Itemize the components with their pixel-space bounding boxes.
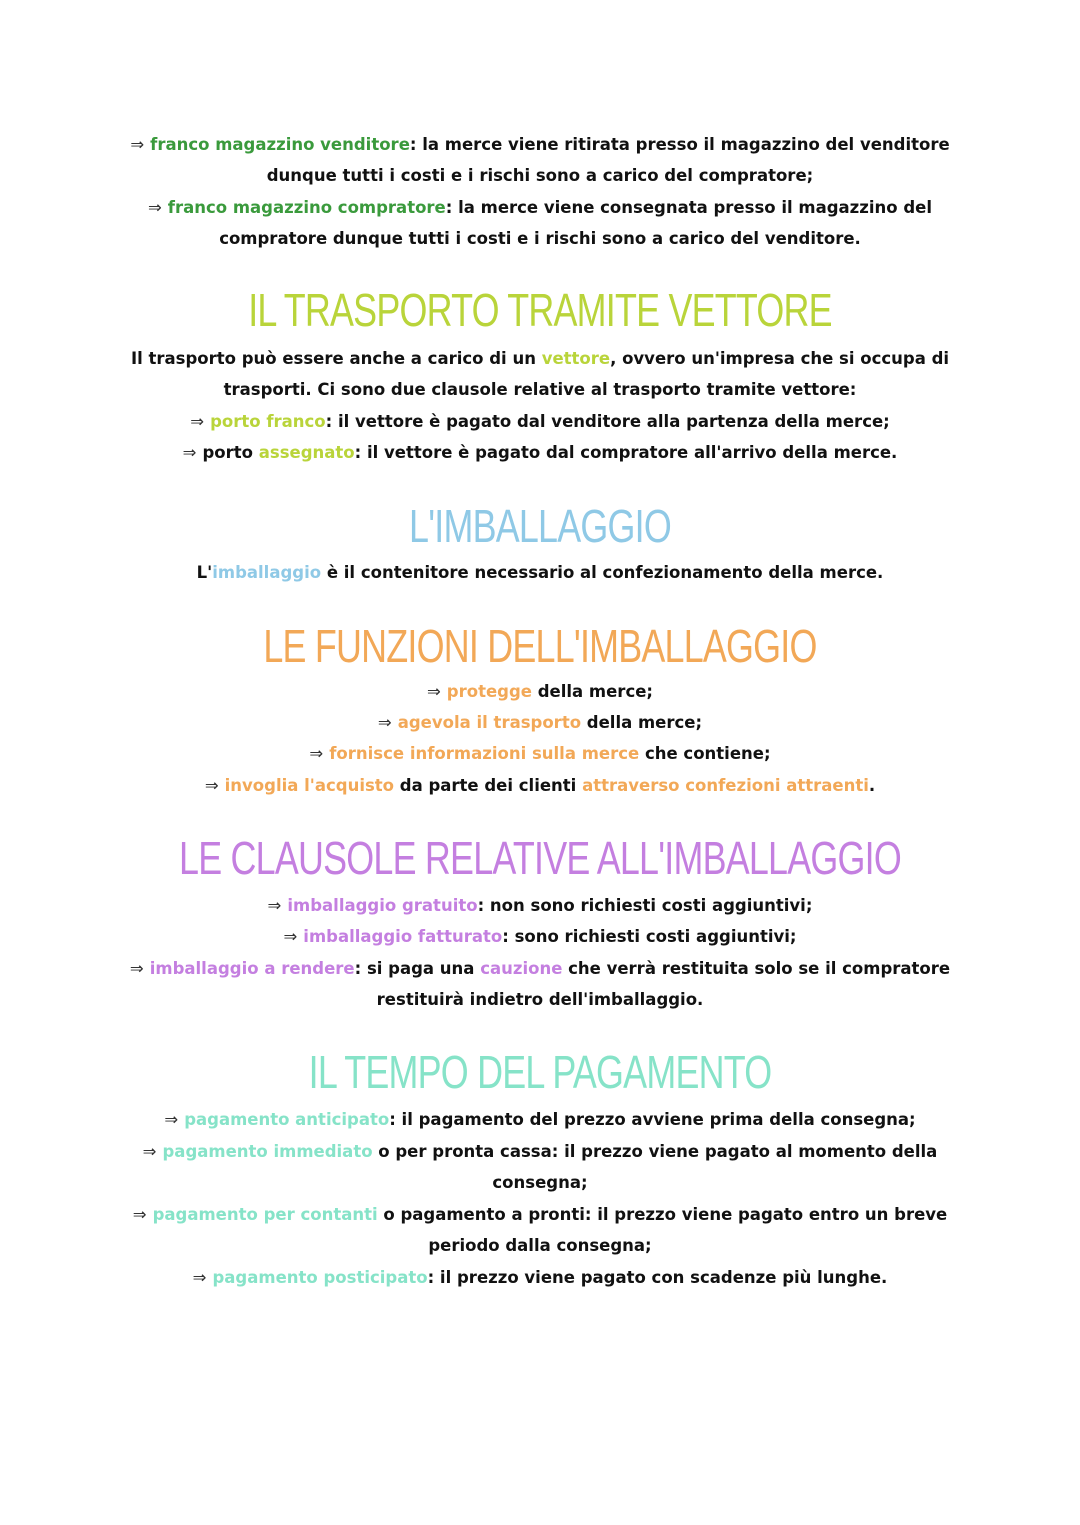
term-agevola: agevola il trasporto [397,713,582,732]
arrow-icon: ⇒ [130,135,145,154]
term-fornisce: fornisce informazioni sulla merce [329,744,640,763]
term-cauzione: cauzione [480,959,563,978]
clausola-rendere-line: ⇒ imballaggio a rendere: si paga una cauzione che verrà restituita solo se il compratore [129,959,951,978]
pagamento-contanti-line: ⇒ pagamento per contanti o pagamento a pronti: il prezzo viene pagato entro un breve [132,1205,948,1224]
clausola-gratuito-line: ⇒ imballaggio gratuito: non sono richiesti costi aggiuntivi; [267,896,813,915]
clausola-rendere-cont: restituirà indietro dell'imballaggio. [376,990,704,1009]
term-invoglia: invoglia l'acquisto [224,776,395,795]
term-contanti: pagamento per contanti [152,1205,378,1224]
term-assegnato: assegnato [258,443,355,462]
arrow-icon: ⇒ [132,1205,147,1224]
heading-pagamento: IL TEMPO DEL PAGAMENTO [308,1046,772,1098]
term-vettore: vettore [541,349,611,368]
funzione-agevola-line: ⇒ agevola il trasporto della merce; [377,713,703,732]
clausola-fatturato-line: ⇒ imballaggio fatturato: sono richiesti costi aggiuntivi; [283,927,797,946]
arrow-icon: ⇒ [309,744,324,763]
term-fatturato: imballaggio fatturato [303,927,503,946]
arrow-icon: ⇒ [129,959,144,978]
funzione-protegge-line: ⇒ protegge della merce; [426,682,654,701]
term-immediato: pagamento immediato [162,1142,373,1161]
imballaggio-def-line: L'imballaggio è il contenitore necessario al confezionamento della merce. [196,563,884,582]
arrow-icon: ⇒ [182,443,197,462]
heading-trasporto: IL TRASPORTO TRAMITE VETTORE [248,284,832,336]
porto-franco-line: ⇒ porto franco: il vettore è pagato dal venditore alla partenza della merce; [190,412,890,431]
heading-clausole: LE CLAUSOLE RELATIVE ALL'IMBALLAGGIO [179,832,901,884]
term-anticipato: pagamento anticipato [184,1110,390,1129]
pagamento-posticipato-line: ⇒ pagamento posticipato: il prezzo viene pagato con scadenze più lunghe. [192,1268,888,1287]
arrow-icon: ⇒ [142,1142,157,1161]
franco-compratore-line: ⇒ franco magazzino compratore: la merce viene consegnata presso il magazzino del [147,198,933,217]
arrow-icon: ⇒ [283,927,298,946]
pagamento-contanti-cont: periodo dalla consegna; [428,1236,652,1255]
heading-funzioni: LE FUNZIONI DELL'IMBALLAGGIO [263,620,817,672]
pagamento-anticipato-line: ⇒ pagamento anticipato: il pagamento del prezzo avviene prima della consegna; [164,1110,916,1129]
funzione-fornisce-line: ⇒ fornisce informazioni sulla merce che contiene; [309,744,771,763]
term-porto-franco: porto franco [210,412,326,431]
arrow-icon: ⇒ [190,412,205,431]
term-protegge: protegge [446,682,532,701]
trasporto-intro-line: Il trasporto può essere anche a carico di un vettore, ovvero un'impresa che si occupa di [130,349,950,368]
heading-imballaggio: L'IMBALLAGGIO [409,500,671,552]
porto-assegnato-line: ⇒ porto assegnato: il vettore è pagato dal compratore all'arrivo della merce. [182,443,898,462]
arrow-icon: ⇒ [164,1110,179,1129]
franco-venditore-cont: dunque tutti i costi e i rischi sono a carico del compratore; [266,166,814,185]
arrow-icon: ⇒ [192,1268,207,1287]
term-franco-compratore: franco magazzino compratore [167,198,446,217]
arrow-icon: ⇒ [204,776,219,795]
term-imballaggio: imballaggio [212,563,322,582]
pagamento-immediato-cont: consegna; [492,1173,588,1192]
arrow-icon: ⇒ [267,896,282,915]
term-posticipato: pagamento posticipato [212,1268,428,1287]
franco-venditore-line: ⇒ franco magazzino venditore: la merce viene ritirata presso il magazzino del venditore [130,135,950,154]
term-franco-venditore: franco magazzino venditore [150,135,410,154]
arrow-icon: ⇒ [147,198,162,217]
trasporto-intro-cont: trasporti. Ci sono due clausole relative al trasporto tramite vettore: [223,380,857,399]
term-rendere: imballaggio a rendere [149,959,355,978]
term-confezioni: attraverso confezioni attraenti [582,776,869,795]
term-gratuito: imballaggio gratuito [287,896,478,915]
arrow-icon: ⇒ [426,682,441,701]
franco-compratore-cont: compratore dunque tutti i costi e i rischi sono a carico del venditore. [219,229,861,248]
pagamento-immediato-line: ⇒ pagamento immediato o per pronta cassa: il prezzo viene pagato al momento della [142,1142,938,1161]
arrow-icon: ⇒ [377,713,392,732]
funzione-invoglia-line: ⇒ invoglia l'acquisto da parte dei clienti attraverso confezioni attraenti. [204,776,876,795]
